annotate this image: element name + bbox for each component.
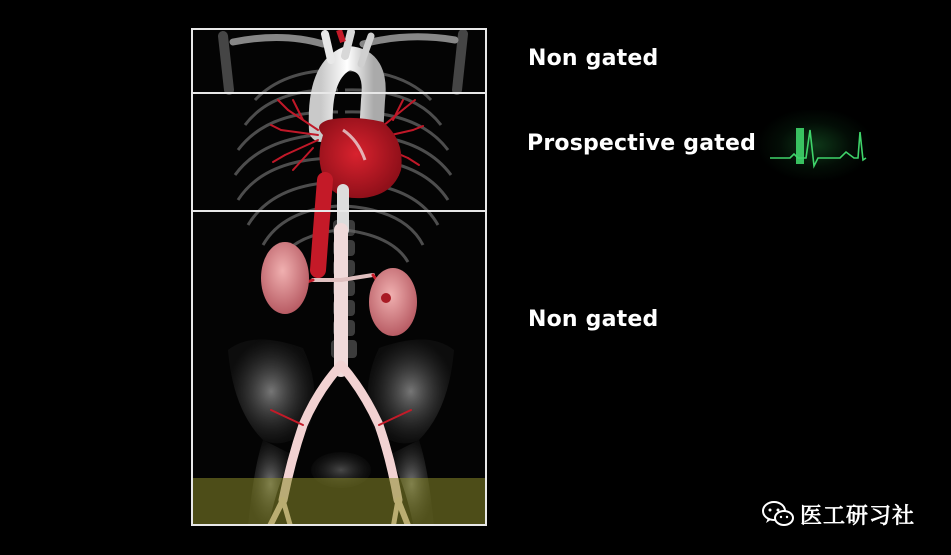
ecg-trigger-icon <box>760 110 870 180</box>
watermark-text: 医工研习社 <box>800 503 916 529</box>
watermark <box>762 497 915 531</box>
lower-region-label: Non gated <box>528 307 659 332</box>
upper-region-divider <box>191 92 487 94</box>
lower-region-divider <box>191 210 487 212</box>
ct-angiography-image <box>191 28 487 526</box>
upper-region-label: Non gated <box>528 46 659 71</box>
wechat-icon <box>762 500 794 528</box>
middle-region-label: Prospective gated <box>527 131 757 156</box>
ct-rendering <box>193 30 487 526</box>
scan-range-highlight <box>193 478 487 526</box>
